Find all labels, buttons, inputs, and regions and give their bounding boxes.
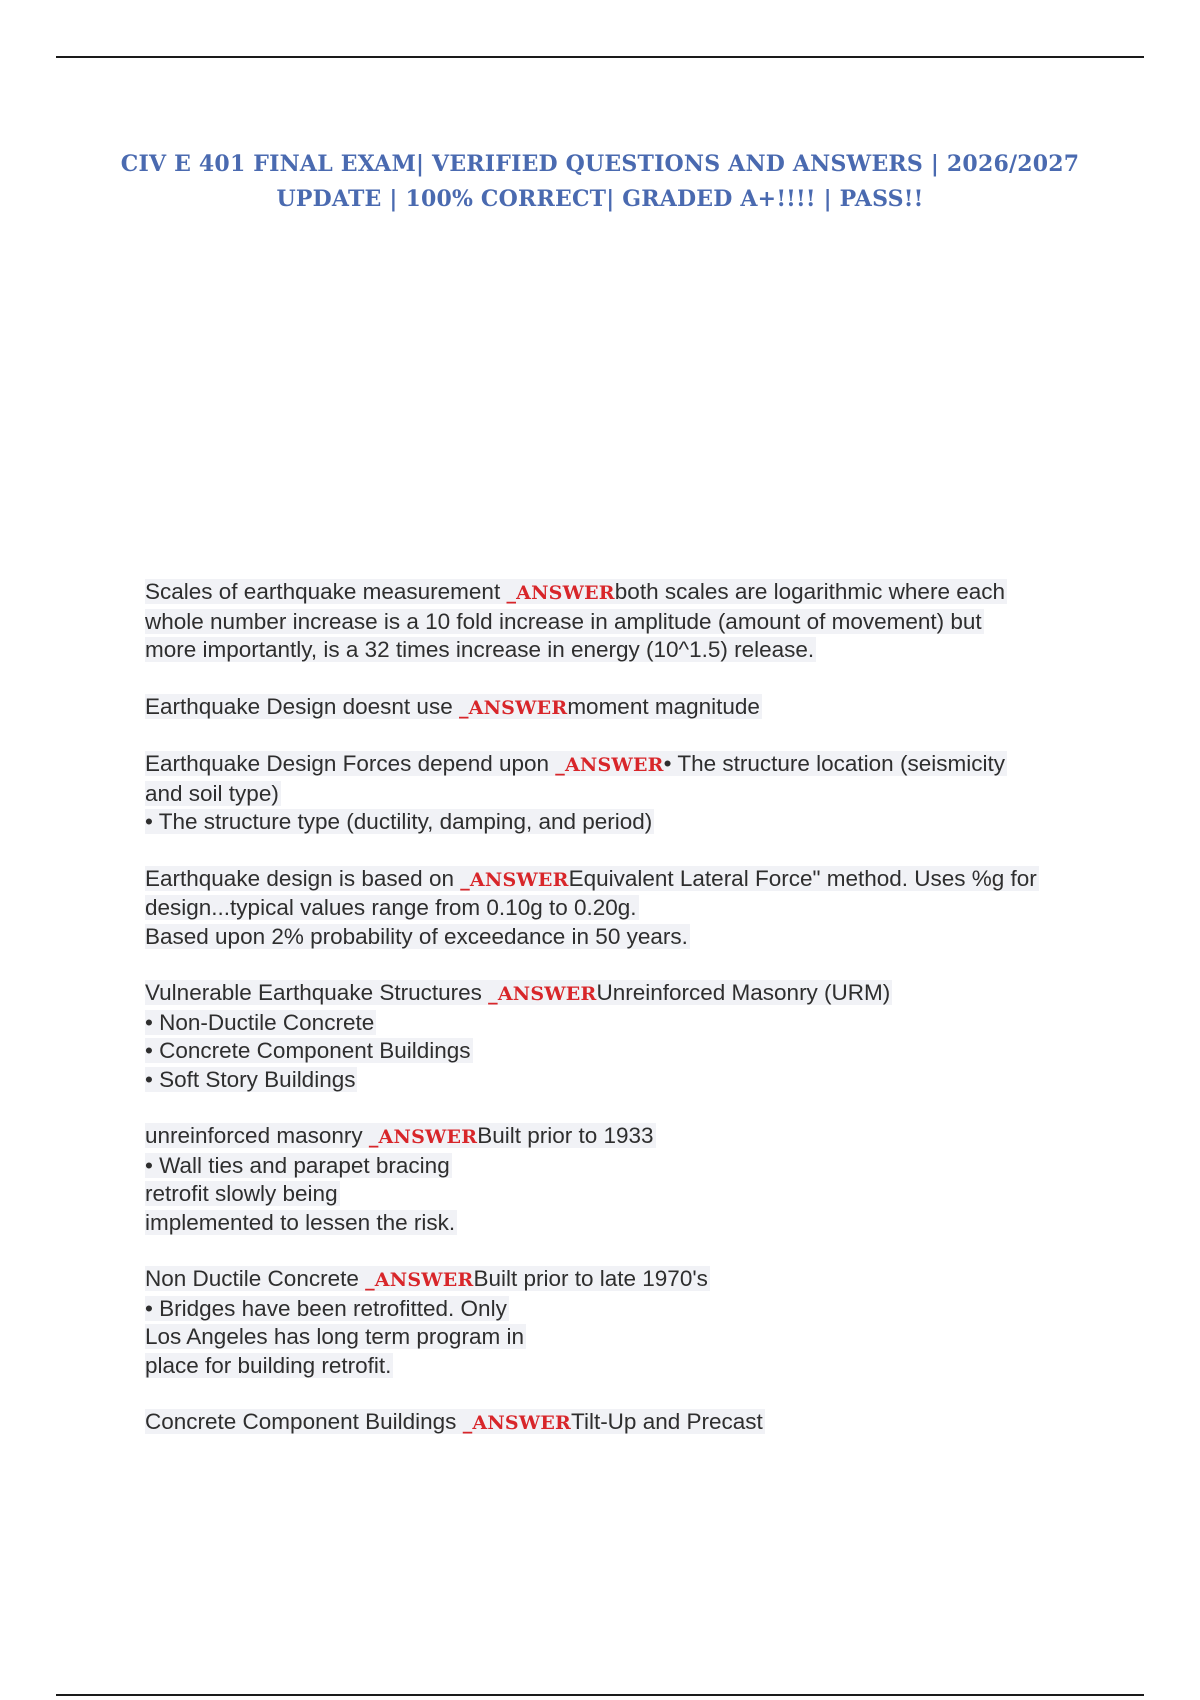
answer-continuation-text: design...typical values range from 0.10g to 0.20g.: [145, 895, 637, 920]
answer-continuation-text: whole number increase is a 10 fold increase in amplitude (amount of movement) but: [145, 608, 982, 634]
qa-first-line-highlight: [145, 751, 1007, 776]
question-text: Earthquake Design Forces depend upon: [145, 751, 556, 776]
answer-text: • The structure location (seismicity: [663, 751, 1005, 776]
question-text: Non Ductile Concrete: [145, 1266, 366, 1291]
answer-continuation-text: • The structure type (ductility, damping, and period): [145, 809, 653, 834]
answer-continuation-line: [145, 1066, 1095, 1095]
qa-item: [145, 1265, 1095, 1380]
answer-continuation-line: [145, 636, 1095, 665]
qa-first-line-highlight: [145, 579, 1007, 604]
answer-continuation-text: • Non-Ductile Concrete: [145, 1009, 375, 1035]
answer-continuation-text: implemented to lessen the risk.: [145, 1209, 456, 1235]
qa-first-line-highlight: [145, 1409, 765, 1434]
bottom-rule: [56, 1694, 1144, 1696]
document-title: [0, 147, 1200, 217]
question-text: Concrete Component Buildings: [145, 1409, 463, 1434]
qa-item: [145, 578, 1095, 665]
answer-tag: _ANSWER: [488, 983, 597, 1005]
answer-continuation-text: • Bridges have been retrofitted. Only: [145, 1295, 507, 1321]
qa-first-line: [145, 1122, 1095, 1152]
qa-item: [145, 865, 1095, 952]
answer-continuation-line: [145, 1152, 1095, 1181]
answer-continuation-text: place for building retrofit.: [145, 1352, 392, 1378]
qa-first-line-highlight: [145, 980, 892, 1005]
answer-continuation-text: Based upon 2% probability of exceedance in 50 years.: [145, 923, 688, 949]
answer-continuation-line: [145, 1037, 1095, 1066]
answer-continuation-line: [145, 894, 1095, 923]
qa-list: [145, 578, 1095, 1466]
qa-first-line: [145, 1408, 1095, 1438]
answer-text: both scales are logarithmic where each: [614, 579, 1005, 604]
qa-first-line: [145, 979, 1095, 1009]
answer-tag: _ANSWER: [506, 582, 615, 604]
qa-first-line: [145, 693, 1095, 723]
answer-text: Tilt-Up and Precast: [571, 1409, 763, 1434]
answer-tag: _ANSWER: [365, 1269, 474, 1291]
answer-continuation-line: [145, 1180, 1095, 1209]
answer-continuation-line: [145, 608, 1095, 637]
title-line-2: UPDATE | 100% CORRECT| GRADED A+!!!! | PASS!!: [276, 186, 924, 212]
top-rule: [56, 56, 1144, 58]
qa-first-line-highlight: [145, 694, 762, 719]
question-text: unreinforced masonry: [145, 1123, 369, 1148]
question-text: Earthquake design is based on: [145, 865, 461, 891]
answer-text: Built prior to 1933: [477, 1123, 654, 1148]
answer-continuation-text: and soil type): [145, 780, 279, 806]
question-text: Earthquake Design doesnt use: [145, 693, 459, 719]
title-line-1: CIV E 401 FINAL EXAM| VERIFIED QUESTIONS AND ANSWERS | 2026/2027: [120, 151, 1080, 177]
qa-first-line-highlight: [145, 1266, 710, 1291]
answer-continuation-text: more importantly, is a 32 times increase in energy (10^1.5) release.: [145, 637, 815, 662]
qa-first-line-highlight: [145, 1123, 656, 1148]
answer-tag: _ANSWER: [462, 1412, 572, 1434]
qa-item: [145, 750, 1095, 837]
answer-tag: _ANSWER: [368, 1126, 478, 1148]
qa-item: [145, 979, 1095, 1094]
qa-item: [145, 1122, 1095, 1237]
answer-continuation-text: • Wall ties and parapet bracing: [145, 1152, 450, 1178]
qa-first-line: [145, 750, 1095, 780]
answer-continuation-line: [145, 1209, 1095, 1238]
qa-first-line: [145, 865, 1095, 895]
answer-continuation-line: [145, 808, 1095, 837]
answer-text: moment magnitude: [567, 693, 760, 719]
answer-continuation-line: [145, 923, 1095, 952]
qa-item: [145, 693, 1095, 723]
answer-continuation-line: [145, 780, 1095, 809]
answer-tag: _ANSWER: [458, 696, 568, 719]
answer-tag: _ANSWER: [555, 754, 664, 776]
qa-first-line-highlight: [145, 866, 1039, 891]
question-text: Scales of earthquake measurement: [145, 579, 507, 604]
question-text: Vulnerable Earthquake Structures: [145, 980, 489, 1005]
answer-continuation-line: [145, 1323, 1095, 1352]
answer-text: Unreinforced Masonry (URM): [596, 980, 891, 1005]
answer-text: Equivalent Lateral Force" method. Uses %g for: [568, 865, 1037, 891]
qa-first-line: [145, 578, 1095, 608]
answer-continuation-text: Los Angeles has long term program in: [145, 1324, 524, 1349]
answer-continuation-line: [145, 1295, 1095, 1324]
answer-continuation-line: [145, 1352, 1095, 1381]
answer-text: Built prior to late 1970's: [473, 1266, 708, 1291]
qa-item: [145, 1408, 1095, 1438]
answer-continuation-text: retrofit slowly being: [145, 1181, 338, 1206]
answer-continuation-text: • Concrete Component Buildings: [145, 1038, 471, 1063]
answer-tag: _ANSWER: [460, 868, 569, 891]
qa-first-line: [145, 1265, 1095, 1295]
answer-continuation-line: [145, 1009, 1095, 1038]
answer-continuation-text: • Soft Story Buildings: [145, 1066, 356, 1092]
